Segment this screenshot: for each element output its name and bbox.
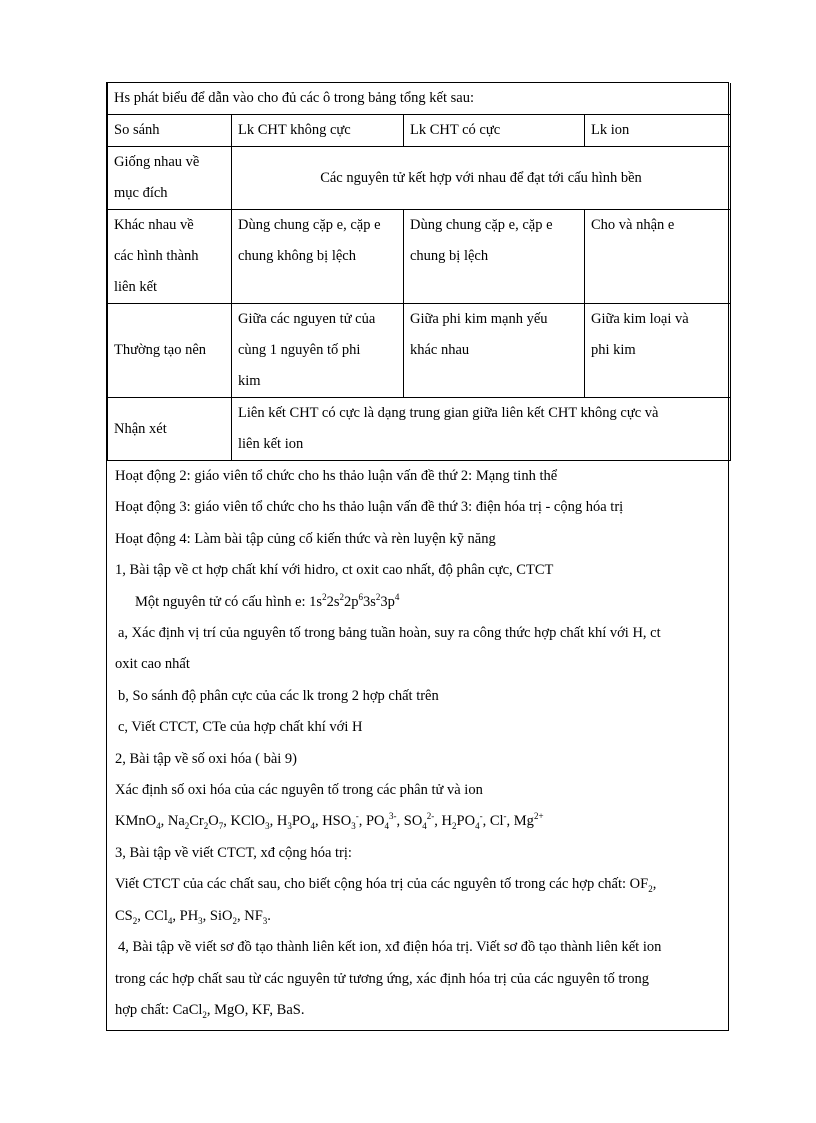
exercise-4-line3: hợp chất: CaCl$_2$, MgO, KF, BaS. [115, 1001, 305, 1020]
activities-block [107, 461, 728, 1030]
config-part: 3s [362, 593, 376, 610]
config-exp: 6 [358, 591, 363, 602]
cell-line: Giữa các nguyen tử của [238, 311, 376, 327]
exercise-1a-line2: oxit cao nhất [115, 656, 190, 673]
activity-3: Hoạt động 3: giáo viên tổ chức cho hs thảo luận vấn đề thứ 3: điện hóa trị - cộng hóa trị [115, 499, 624, 516]
cell-line: khác nhau [410, 342, 470, 358]
similarity-text: Các nguyên tử kết hợp với nhau để đạt tới cấu hình bền [232, 147, 731, 210]
activity-4: Hoạt động 4: Làm bài tập củng cố kiến thức và rèn luyện kỹ năng [115, 530, 496, 547]
similarity-label [108, 147, 232, 210]
cell-line: Dùng chung cặp e, cặp e [238, 217, 381, 233]
cell-line: chung không bị lệch [238, 248, 356, 264]
formation-polar [404, 210, 585, 304]
exercise-4-line2: trong các hợp chất sau từ các nguyên tử tương ứng, xác định hóa trị của các nguyên tố trong [115, 970, 649, 987]
config-exp: 2 [322, 591, 327, 602]
exercise-4-line1: 4, Bài tập về viết sơ đồ tạo thành liên kết ion, xđ điện hóa trị. Viết sơ đồ tạo thành liên kết ion [118, 939, 662, 956]
config-exp: 2 [375, 591, 381, 602]
formation-label [108, 210, 232, 304]
header-nonpolar: Lk CHT không cực [232, 115, 404, 147]
exercise-1b: b, So sánh độ phân cực của các lk trong 2 hợp chất trên [118, 687, 439, 704]
exercise-1-title: 1, Bài tập về ct hợp chất khí với hidro, ct oxit cao nhất, độ phân cực, CTCT [115, 562, 554, 579]
label-line: Giống nhau về [114, 154, 200, 170]
intro-row [108, 83, 731, 115]
config-part: 3p [380, 593, 395, 610]
config-exp: 2 [339, 591, 344, 602]
formation-nonpolar [232, 210, 404, 304]
exercise-3-list: $CS_2$, CCl$_4$, $PH_3$, SiO$_2$, $NF_3$. [115, 907, 271, 926]
remark-text [232, 398, 731, 461]
label-line: mục đích [114, 185, 168, 201]
occurrence-row [108, 304, 731, 398]
config-exp: 4 [394, 591, 400, 602]
exercise-2-title: 2, Bài tập về số oxi hóa ( bài 9) [115, 750, 298, 767]
config-part: 2s [326, 593, 340, 610]
exercise-2-formulas: KMnO$_4$, $Na_2Cr_2O_7$, KClO$_3$, $H_3PO_4$, $HSO_3^-$, $PO_4^{3-}$, $SO_4^{2-}$, $H_2PO_4^-$, Cl-, $Mg^{2+}$ [115, 811, 544, 832]
exercise-1-config [115, 587, 728, 618]
cell-line: Dùng chung cặp e, cặp e [410, 217, 553, 233]
cell-line: phi kim [591, 342, 636, 358]
formation-row [108, 210, 731, 304]
occurrence-label: Thường tạo nên [108, 304, 232, 398]
config-part: 2p [343, 593, 359, 610]
similarity-row [108, 147, 731, 210]
remark-row [108, 398, 731, 461]
exercise-2-desc: Xác định số oxi hóa của các nguyên tố trong các phân tử và ion [115, 782, 483, 799]
cell-line: Giữa phi kim mạnh yếu [410, 311, 548, 327]
cell-line: chung bị lệch [410, 248, 489, 264]
header-compare: So sánh [108, 115, 232, 147]
config-part: 1s [309, 593, 323, 610]
header-polar: Lk CHT có cực [404, 115, 585, 147]
label-line: Khác nhau về [114, 217, 194, 233]
remark-label: Nhận xét [108, 398, 232, 461]
summary-table [107, 83, 731, 461]
occurrence-polar [404, 304, 585, 398]
exercise-3-desc: Viết CTCT của các chất sau, cho biết cộng hóa trị của các nguyên tố trong các hợp chất: $OF_2$, [115, 876, 657, 895]
config-prefix: Một nguyên tử có cấu hình e: [135, 593, 310, 610]
label-line: liên kết [114, 279, 158, 295]
cell-line: cùng 1 nguyên tố phi [238, 342, 361, 358]
occurrence-nonpolar [232, 304, 404, 398]
intro-text: Hs phát biểu để dẫn vào cho đủ các ô trong bảng tổng kết sau: [108, 83, 731, 115]
exercise-1a-line1: a, Xác định vị trí của nguyên tố trong bảng tuần hoàn, suy ra công thức hợp chất khí với H, ct [118, 625, 661, 642]
formation-ionic [585, 210, 731, 304]
cell-line: liên kết ion [238, 436, 304, 452]
lesson-document [106, 82, 729, 1031]
cell-line: kim [238, 373, 261, 389]
exercise-3-title: 3, Bài tập về viết CTCT, xđ cộng hóa trị: [115, 844, 352, 861]
exercise-1c: c, Viết CTCT, CTe của hợp chất khí với H [118, 719, 363, 736]
cell-line: Cho và nhận e [591, 217, 675, 233]
label-line: các hình thành [114, 248, 199, 264]
occurrence-ionic [585, 304, 731, 398]
activity-2: Hoạt động 2: giáo viên tổ chức cho hs thảo luận vấn đề thứ 2: Mạng tinh thể [115, 468, 558, 484]
header-ionic: Lk ion [585, 115, 731, 147]
cell-line: Giữa kim loại và [591, 311, 689, 327]
cell-line: Liên kết CHT có cực là dạng trung gian giữa liên kết CHT không cực và [238, 405, 659, 421]
header-row [108, 115, 731, 147]
